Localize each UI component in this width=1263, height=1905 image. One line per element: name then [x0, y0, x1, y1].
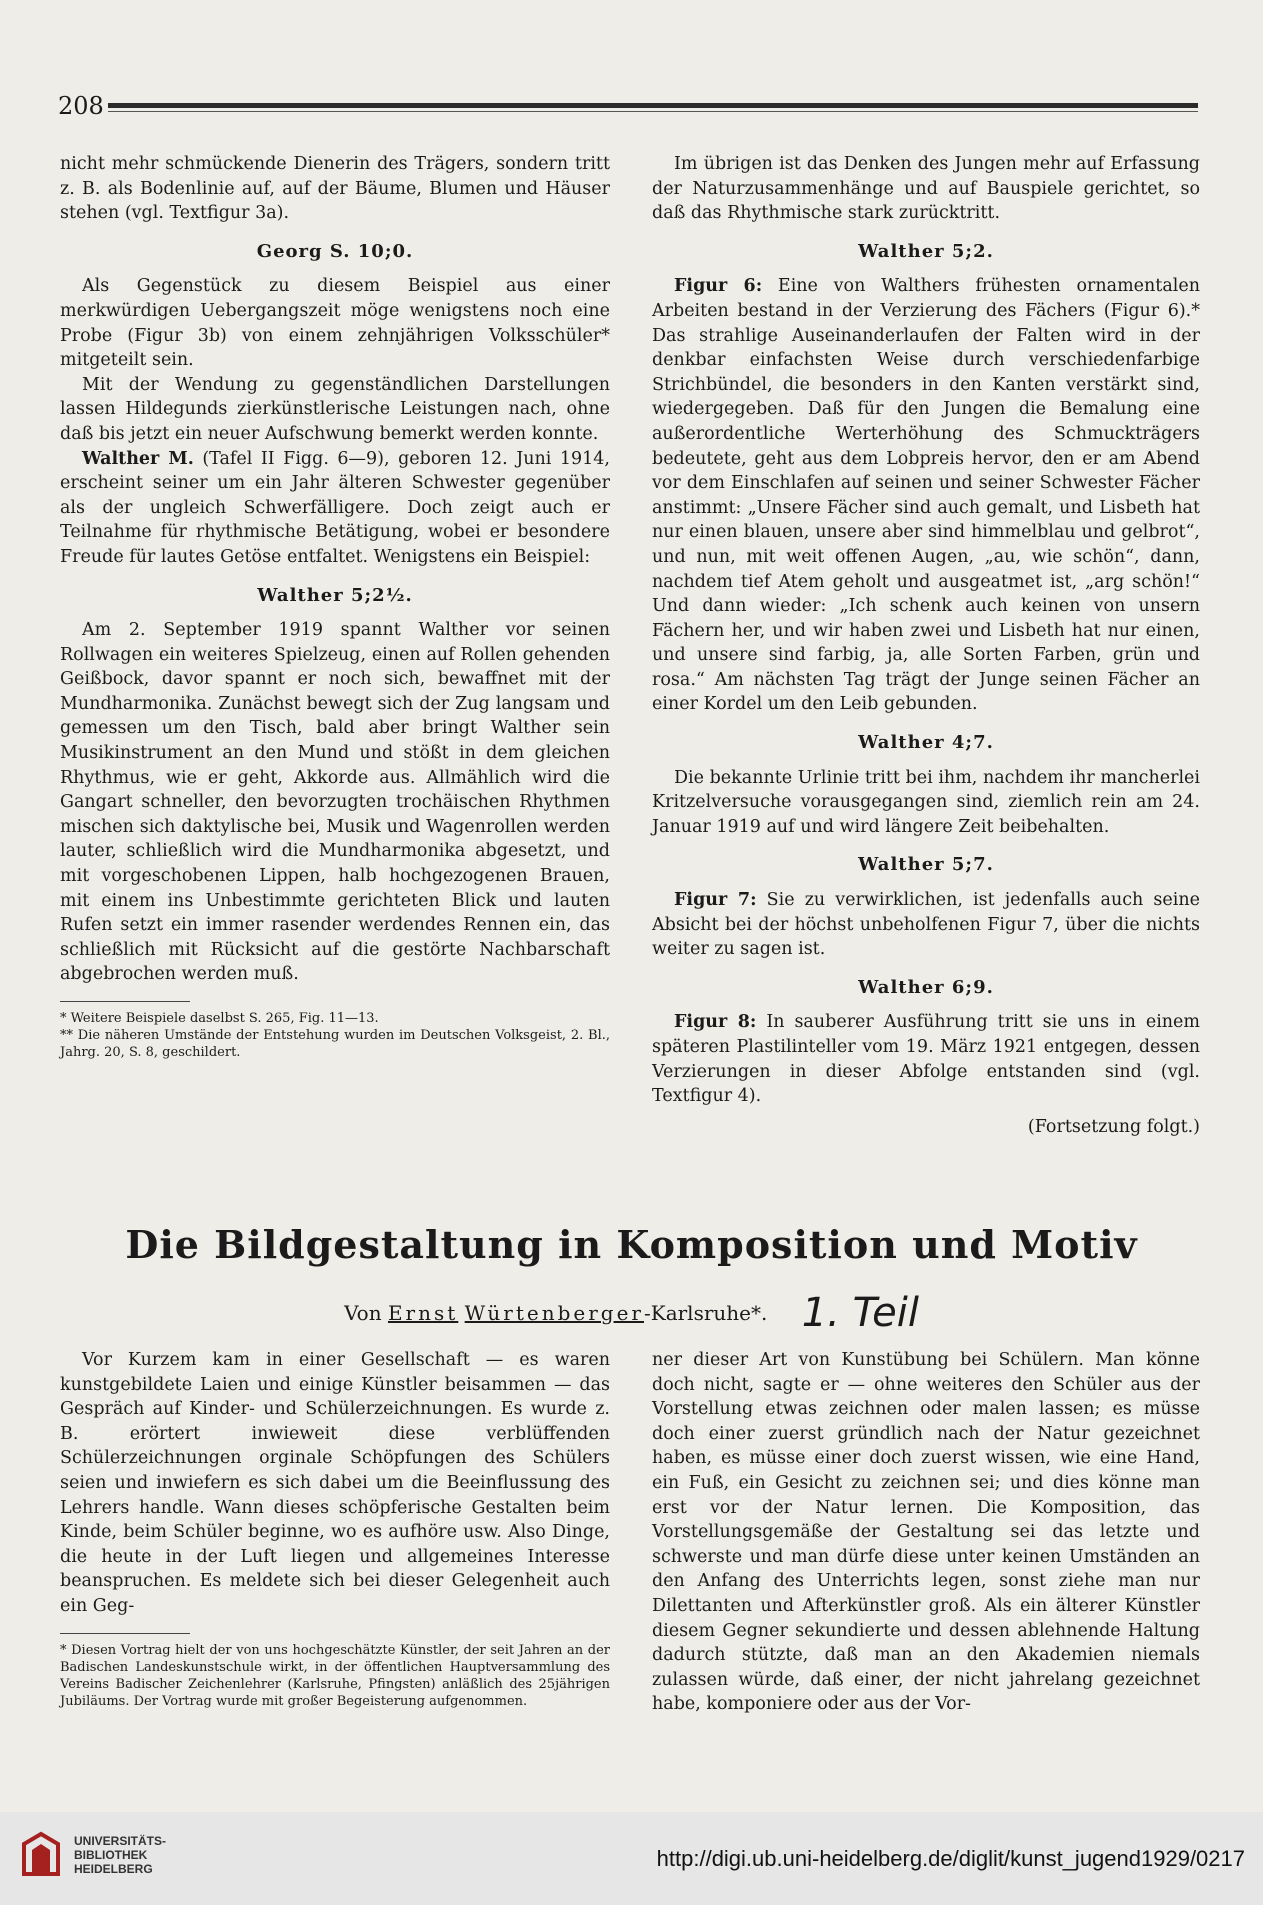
author-last-name: Würtenberger — [464, 1301, 644, 1325]
paragraph: Mit der Wendung zu gegenständlichen Darstellungen lassen Hildegunds zierkünstlerische Leistungen nach, ohne daß bis jetzt ein neuer Aufschwung bemerkt werden konnte. — [60, 374, 610, 444]
byline-prefix: Von — [344, 1301, 382, 1325]
handwritten-note: 1. Teil — [801, 1290, 919, 1336]
paragraph: Im übrigen ist das Denken des Jungen mehr auf Erfassung der Naturzusammenhänge und auf Bauspiele gerichtet, so daß das Rhythmische stark zurücktritt. — [652, 154, 1200, 224]
section-heading: Walther 5;2. — [858, 240, 994, 262]
paragraph-text: Eine von Walthers frühesten ornamentalen Arbeiten bestand in der Verzierung des Fächers (Figur 6).* Das strahlige Auseinanderlaufen der Falten wird in der denkbar einfachsten Weise durch verschiedenfarbige Strichbündel, die besonders in den Kanten verstärkt sind, wiedergegeben. Daß für den Jungen die Bemalung eine außerordentliche Werterhöhung des Schmuckträgers bedeutete, geht aus dem Lobpreis hervor, den er am Abend vor dem Einschlafen auf seinen und seiner Schwester Fächer anstimmt: „Unsere Fächer sind auch gemalt, und Lisbeth hat nur einen blauen, unsere aber sind himmelblau und gelbrot“, und nun, mit weit offenen Augen, „au, wie schön“, dann, nachdem tief Atem geholt und ausgeatmet ist, „arg schön!“ Und dann wieder: „Ich schenk auch keinen von unsern Fächern her, und wir haben zwei und Lisbeth hat nur einen, und unsere sind farbig, ja, alle Sorten Farben, grün und rosa.“ Am nächsten Tag trägt der Junge seinen Fächer an einer Kordel um den Leib gebunden. — [652, 276, 1201, 715]
library-name-line: HEIDELBERG — [74, 1862, 153, 1876]
footnote: ** Die näheren Umstände der Entstehung wurden im Deutschen Volksgeist, 2. Bl., Jahrg. 20, S. 8, geschildert. — [60, 1028, 610, 1060]
paragraph: Als Gegenstück zu diesem Beispiel aus einer merkwürdigen Uebergangszeit möge wenigstens noch eine Probe (Figur 3b) von einem zehnjährigen Volksschüler* mitgeteilt sein. — [60, 276, 610, 371]
continuation-note: (Fortsetzung folgt.) — [1027, 1116, 1200, 1137]
footnote-rule — [60, 1633, 190, 1634]
footnote: * Diesen Vortrag hielt der von uns hochgeschätzte Künstler, der seit Jahren an der Badischen Landeskunstschule wirkt, in der öffentlichen Hauptversammlung des Vereins Badischer Zeichenlehrer (Karlsruhe, Pfingsten) anläßlich des 25jährigen Jubiläums. Der Vortrag wurde mit großer Begeisterung aufgenommen. — [60, 1642, 610, 1709]
article-title: Die Bildgestaltung in Komposition und Motiv — [125, 1222, 1138, 1267]
page-number: 208 — [58, 92, 104, 120]
figure-label: Figur 8: — [674, 1012, 757, 1033]
footnotes — [60, 1633, 610, 1710]
library-name — [74, 1834, 166, 1876]
author-place: -Karlsruhe*. — [644, 1301, 768, 1325]
column-bottom-left — [60, 1348, 610, 1710]
footnote: * Weitere Beispiele daselbst S. 265, Fig. 11—13. — [60, 1011, 379, 1026]
paragraph — [60, 447, 610, 570]
column-bottom-right — [652, 1348, 1200, 1717]
library-logo-icon — [20, 1830, 62, 1878]
column-top-left — [60, 152, 610, 1061]
page-header — [58, 92, 1198, 126]
header-rule — [108, 103, 1198, 108]
figure-label: Figur 6: — [674, 276, 763, 297]
paragraph — [652, 274, 1200, 717]
section-heading: Georg S. 10;0. — [256, 240, 414, 262]
figure-label: Figur 7: — [674, 890, 757, 911]
source-url-link[interactable]: http://digi.ub.uni-heidelberg.de/diglit/kunst_jugend1929/0217 — [656, 1846, 1245, 1871]
paragraph-text: Sie zu verwirklichen, ist jedenfalls auch seine Absicht bei der höchst unbeholfenen Figur 7, über die nichts weiter zu sagen ist. — [652, 890, 1200, 960]
footnotes — [60, 1001, 610, 1061]
library-footer — [0, 1812, 1263, 1905]
paragraph: Am 2. September 1919 spannt Walther vor seinen Rollwagen ein weiteres Spielzeug, einen auf Rollen gehenden Geißbock, davor spannt er noch sich, bewaffnet mit der Mundharmonika. Zunächst bewegt sich der Zug langsam und gemessen um den Tisch, bald aber bringt Walther sein Musikinstrument an den Mund und stößt in dem gleichen Rhythmus, wie er geht, Akkorde aus. Allmählich wird die Gangart schneller, den bevorzugten trochäischen Rhythmen mischen sich daktylische bei, Musik und Wagenrollen werden lauter, schließlich wird die Mundharmonika abgesetzt, und mit vorgeschobenen Lippen, halb hochgezogenen Brauen, mit einem ins Unbestimmte gerichteten Blick und lauten Rufen setzt ein immer rasender werdendes Rennen ein, das schließlich mit Rücksicht auf die gestörte Nachbarschaft abgebrochen werden muß. — [60, 620, 610, 985]
paragraph — [652, 1010, 1200, 1108]
section-heading: Walther 5;7. — [858, 854, 994, 876]
section-heading: Walther 5;2½. — [257, 584, 413, 606]
author-first-name: Ernst — [387, 1301, 459, 1325]
footnote-rule — [60, 1001, 190, 1002]
library-name-line: UNIVERSITÄTS- — [74, 1834, 167, 1848]
person-name: Walther M. — [82, 448, 194, 469]
paragraph: Vor Kurzem kam in einer Gesellschaft — es waren kunstgebildete Laien und einige Künstler beisammen — das Gespräch auf Kinder- und Schülerzeichnungen. Es wurde z. B. erörtert inwieweit diese verblüffenden Schülerzeichnungen orginale Schöpfungen des Schülers seien und inwiefern es sich dabei um die Beeinflussung des Lehrers handle. Wann dieses schöpferische Gestalten beim Kinde, beim Schüler beginne, wo es aufhöre usw. Also Dinge, die heute in der Luft liegen und allgemeines Interesse beanspruchen. Es meldete sich bei dieser Gelegenheit auch ein Geg- — [60, 1350, 610, 1616]
paragraph: nicht mehr schmückende Dienerin des Trägers, sondern tritt z. B. als Bodenlinie auf, auf der Bäume, Blumen und Häuser stehen (vgl. Textfigur 3a). — [60, 154, 610, 224]
paragraph: Die bekannte Urlinie tritt bei ihm, nachdem ihr mancherlei Kritzelversuche vorausgegangen sind, ziemlich rein am 24. Januar 1919 auf und wird längere Zeit beibehalten. — [652, 767, 1200, 837]
paragraph — [652, 888, 1200, 962]
column-top-right — [652, 152, 1200, 1139]
library-name-line: BIBLIOTHEK — [74, 1848, 148, 1862]
header-rule-thin — [108, 111, 1198, 112]
paragraph-text: (Tafel II Figg. 6—9), geboren 12. Juni 1914, erscheint seiner um ein Jahr älteren Schwester gegenüber als der ungleich Schwerfälligere. Doch zeigt auch er Teilnahme für rhythmische Betätigung, wobei er besondere Freude für lautes Getöse entfaltet. Wenigstens ein Beispiel: — [60, 448, 610, 567]
paragraph: ner dieser Art von Kunstübung bei Schülern. Man könne doch nicht, sagte er — ohne weiteres den Schüler aus der Vorstellung etwas zeichnen oder malen lassen; es müsse doch einer zuerst gründlich nach der Natur gezeichnet haben, es müsse einer doch zuerst wissen, wie eine Hand, ein Fuß, ein Gesicht zu zeichnen sei; und dies könne man erst vor der Natur lernen. Die Komposition, das Vorstellungsgemäße der Gestaltung sei das letzte und schwerste und man dürfe diese unter keinen Umständen an den Anfang des Unterrichts legen, sonst ziehe man nur Dilettanten und Afterkünstler groß. Als ein älterer Künstler diesem Gegner sekundierte und dessen ablehnende Haltung dadurch stützte, daß man an den Akademien niemals zulassen würde, daß einer, der nicht jahrelang gezeichnet habe, komponiere oder aus der Vor- — [652, 1350, 1200, 1715]
section-heading: Walther 6;9. — [858, 976, 994, 998]
paragraph-text: In sauberer Ausführung tritt sie uns in einem späteren Plastilinteller vom 19. März 1921 entgegen, dessen Verzierungen in dieser Abfolge entstanden sind (vgl. Textfigur 4). — [652, 1012, 1201, 1107]
section-heading: Walther 4;7. — [858, 732, 994, 754]
byline — [100, 1290, 1163, 1336]
